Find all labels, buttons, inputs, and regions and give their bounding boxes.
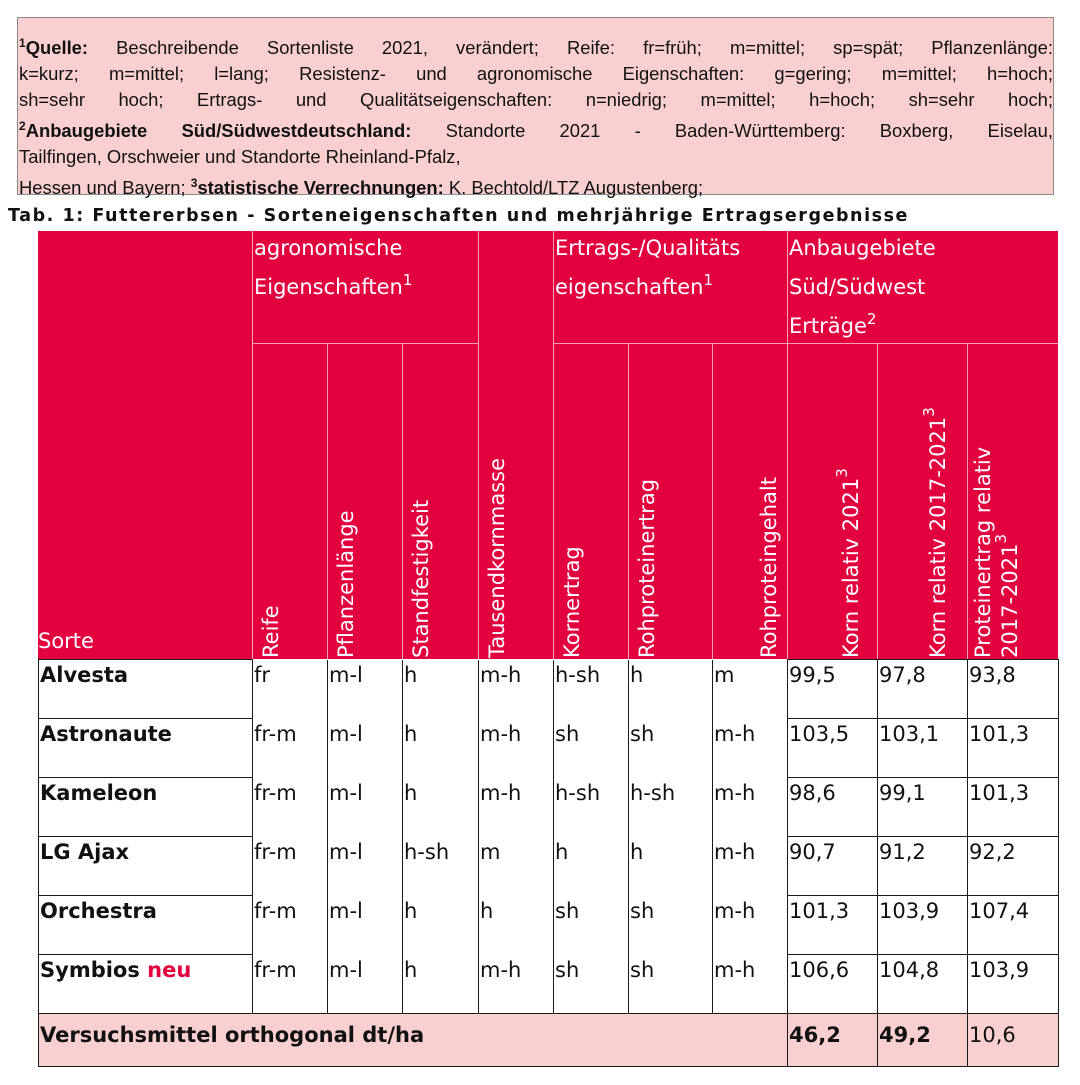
header-gridline (628, 343, 629, 659)
footnote-text-1: Beschreibende Sortenliste 2021, verändert; Reife: fr=früh; m=mittel; sp=spät; Pflanzenlänge: (116, 37, 1053, 58)
table-row (39, 955, 1059, 1014)
column-header-korn-relativ-2017-2021 (920, 343, 952, 658)
cell-prot-1721: 103,9 (968, 955, 1059, 1014)
cell-rp-ertrag: sh (629, 896, 713, 955)
mean-row (39, 1014, 1059, 1067)
cell-tkm: m (479, 837, 554, 896)
korn-2021-text: Korn relativ 2021 (839, 477, 863, 658)
footnote-line-1 (19, 30, 1053, 61)
column-header-sorte: Sorte (38, 629, 94, 653)
column-header-korn-relativ-2021 (833, 343, 865, 658)
cell-korn-1721: 103,1 (878, 719, 968, 778)
cell-rp-gehalt: m-h (713, 955, 788, 1014)
cell-kornertrag: sh (554, 719, 629, 778)
header-gridline (252, 231, 253, 659)
cell-korn-2021: 106,6 (788, 955, 878, 1014)
footnote-sup-3: 3 (190, 176, 198, 190)
header-gridline (787, 231, 788, 659)
prot-sup: 3 (992, 533, 1010, 544)
cell-standfestigkeit: h (403, 660, 479, 719)
sorte-name: Kameleon (40, 781, 158, 805)
header-gridline (967, 343, 968, 659)
column-header-rohproteingehalt: Rohproteingehalt (757, 477, 781, 658)
cell-tkm: m-h (479, 955, 554, 1014)
footnote-region-label: Anbaugebiete Süd/Südwestdeutschland: (25, 120, 412, 141)
header-gridline (402, 343, 403, 659)
group-agro-text-2: Eigenschaften (254, 275, 403, 299)
cell-pflanzenlaenge: m-l (328, 837, 403, 896)
footnote-text-4: Standorte 2021 - Baden-Württemberg: Boxberg, Eiselau, (445, 120, 1053, 141)
header-gridline (877, 343, 878, 659)
cell-reife: fr-m (253, 778, 328, 837)
table-row (39, 719, 1059, 778)
cell-korn-1721: 104,8 (878, 955, 968, 1014)
cell-sorte (39, 660, 253, 719)
cell-korn-2021: 98,6 (788, 778, 878, 837)
cell-korn-2021: 103,5 (788, 719, 878, 778)
cell-rp-gehalt: m (713, 660, 788, 719)
cell-prot-1721: 101,3 (968, 778, 1059, 837)
prot-text-1: Proteinertrag relativ (971, 446, 995, 658)
cell-reife: fr-m (253, 837, 328, 896)
cell-sorte (39, 896, 253, 955)
cell-pflanzenlaenge: m-l (328, 660, 403, 719)
group-agro-line-2 (254, 268, 412, 307)
column-header-tausendkornmasse: Tausendkornmasse (485, 458, 509, 658)
sorte-name: Astronaute (40, 722, 172, 746)
group-anbau-line-3 (789, 307, 936, 346)
footnote-line-6 (19, 170, 1053, 201)
group-anbau-line-1: Anbaugebiete (789, 236, 936, 260)
cell-tkm: m-h (479, 719, 554, 778)
column-header-reife: Reife (259, 605, 283, 658)
cell-rp-gehalt: m-h (713, 837, 788, 896)
cell-korn-1721: 103,9 (878, 896, 968, 955)
group-ertrag-sup: 1 (703, 271, 714, 289)
cell-prot-1721: 107,4 (968, 896, 1059, 955)
table-row (39, 896, 1059, 955)
cell-rp-ertrag: sh (629, 955, 713, 1014)
footnote-line-5: Tailfingen, Orschweier und Standorte Rheinland-Pfalz, (19, 146, 461, 167)
cell-sorte (39, 719, 253, 778)
group-ertrag-text-2: eigenschaften (555, 275, 704, 299)
cell-reife: fr (253, 660, 328, 719)
cell-kornertrag: h-sh (554, 660, 629, 719)
cell-standfestigkeit: h (403, 778, 479, 837)
cell-reife: fr-m (253, 955, 328, 1014)
sorte-name: Alvesta (40, 663, 129, 687)
column-header-rohproteinertrag: Rohproteinertrag (635, 478, 659, 658)
mean-korn-2021: 46,2 (788, 1014, 878, 1067)
group-header-agronomic (254, 229, 412, 307)
cell-rp-ertrag: h (629, 837, 713, 896)
cell-tkm: m-h (479, 778, 554, 837)
table-row (39, 660, 1059, 719)
cell-standfestigkeit: h (403, 955, 479, 1014)
cell-tkm: h (479, 896, 554, 955)
sorte-name: Symbios (40, 958, 140, 982)
cell-rp-ertrag: h (629, 660, 713, 719)
footnote-text-6-end: K. Bechtold/LTZ Augustenberg; (448, 177, 704, 198)
cell-sorte (39, 955, 253, 1014)
korn-2021-sup: 3 (833, 468, 851, 478)
cell-prot-1721: 93,8 (968, 660, 1059, 719)
footnote-line-2: k=kurz; m=mittel; l=lang; Resistenz- und agronomische Eigenschaften: g=gering; m=mittel; h=hoch; (19, 63, 1053, 84)
table-row (39, 778, 1059, 837)
korn-1721-sup: 3 (920, 407, 938, 417)
new-badge: neu (147, 958, 192, 982)
cell-standfestigkeit: h (403, 896, 479, 955)
cell-standfestigkeit: h-sh (403, 837, 479, 896)
cell-standfestigkeit: h (403, 719, 479, 778)
column-header-pflanzenlaenge: Pflanzenlänge (334, 510, 358, 658)
mean-label: Versuchsmittel orthogonal dt/ha (39, 1014, 788, 1067)
footnote-line-3: sh=sehr hoch; Ertrags- und Qualitätseigenschaften: n=niedrig; m=mittel; h=hoch; sh=sehr hoch; (19, 89, 1053, 110)
cell-pflanzenlaenge: m-l (328, 896, 403, 955)
group-header-region (789, 229, 936, 346)
header-gridline (478, 231, 479, 659)
header-gridline (712, 343, 713, 659)
prot-text-2: 2017-2021 (998, 543, 1022, 658)
cell-kornertrag: sh (554, 955, 629, 1014)
footnote-text-6: Hessen und Bayern; (19, 177, 186, 198)
footnote-sup-1: 1 (19, 36, 26, 50)
sorte-name: LG Ajax (40, 840, 130, 864)
mean-korn-1721: 49,2 (878, 1014, 968, 1067)
cell-tkm: m-h (479, 660, 554, 719)
table-row (39, 837, 1059, 896)
cell-reife: fr-m (253, 719, 328, 778)
column-header-standfestigkeit: Standfestigkeit (409, 499, 433, 658)
data-table (38, 659, 1059, 1067)
cell-prot-1721: 101,3 (968, 719, 1059, 778)
cell-rp-gehalt: m-h (713, 778, 788, 837)
cell-kornertrag: sh (554, 896, 629, 955)
header-gridline (252, 343, 478, 344)
cell-korn-1721: 97,8 (878, 660, 968, 719)
column-header-kornertrag: Kornertrag (560, 546, 584, 658)
cell-rp-gehalt: m-h (713, 896, 788, 955)
group-ertrag-line-1: Ertrags-/Qualitäts (555, 236, 741, 260)
cell-sorte (39, 837, 253, 896)
group-header-yield-quality (555, 229, 740, 307)
cell-korn-2021: 101,3 (788, 896, 878, 955)
group-ertrag-line-2 (555, 268, 740, 307)
table-title: Tab. 1: Futtererbsen - Sorteneigenschaften und mehrjährige Ertragsergebnisse (8, 206, 909, 226)
group-anbau-line-2: Süd/Südwest (789, 275, 926, 299)
footnote-box (17, 17, 1054, 198)
header-gridline (327, 343, 328, 659)
cell-pflanzenlaenge: m-l (328, 955, 403, 1014)
korn-1721-text: Korn relativ 2017-2021 (926, 416, 950, 658)
mean-prot-1721: 10,6 (968, 1014, 1059, 1067)
cell-korn-2021: 99,5 (788, 660, 878, 719)
header-gridline (553, 231, 554, 659)
sorte-name: Orchestra (40, 899, 157, 923)
group-agro-sup: 1 (402, 271, 413, 289)
cell-kornertrag: h-sh (554, 778, 629, 837)
group-anbau-text-3: Erträge (789, 314, 867, 338)
group-agro-line-1: agronomische (254, 236, 403, 260)
cell-kornertrag: h (554, 837, 629, 896)
footnote-source-label: Quelle: (25, 37, 89, 58)
footnote-line-4 (19, 113, 1053, 144)
cell-pflanzenlaenge: m-l (328, 778, 403, 837)
header-gridline (553, 343, 787, 344)
cell-korn-1721: 91,2 (878, 837, 968, 896)
footnote-stats-label: statistische Verrechnungen: (197, 177, 444, 198)
cell-korn-2021: 90,7 (788, 837, 878, 896)
cell-pflanzenlaenge: m-l (328, 719, 403, 778)
cell-rp-ertrag: h-sh (629, 778, 713, 837)
cell-sorte (39, 778, 253, 837)
column-header-proteinertrag-relativ (970, 343, 1030, 658)
footnote-sup-2: 2 (19, 119, 26, 133)
cell-rp-ertrag: sh (629, 719, 713, 778)
cell-korn-1721: 99,1 (878, 778, 968, 837)
cell-reife: fr-m (253, 896, 328, 955)
cell-prot-1721: 92,2 (968, 837, 1059, 896)
group-anbau-sup: 2 (866, 310, 877, 328)
cell-rp-gehalt: m-h (713, 719, 788, 778)
